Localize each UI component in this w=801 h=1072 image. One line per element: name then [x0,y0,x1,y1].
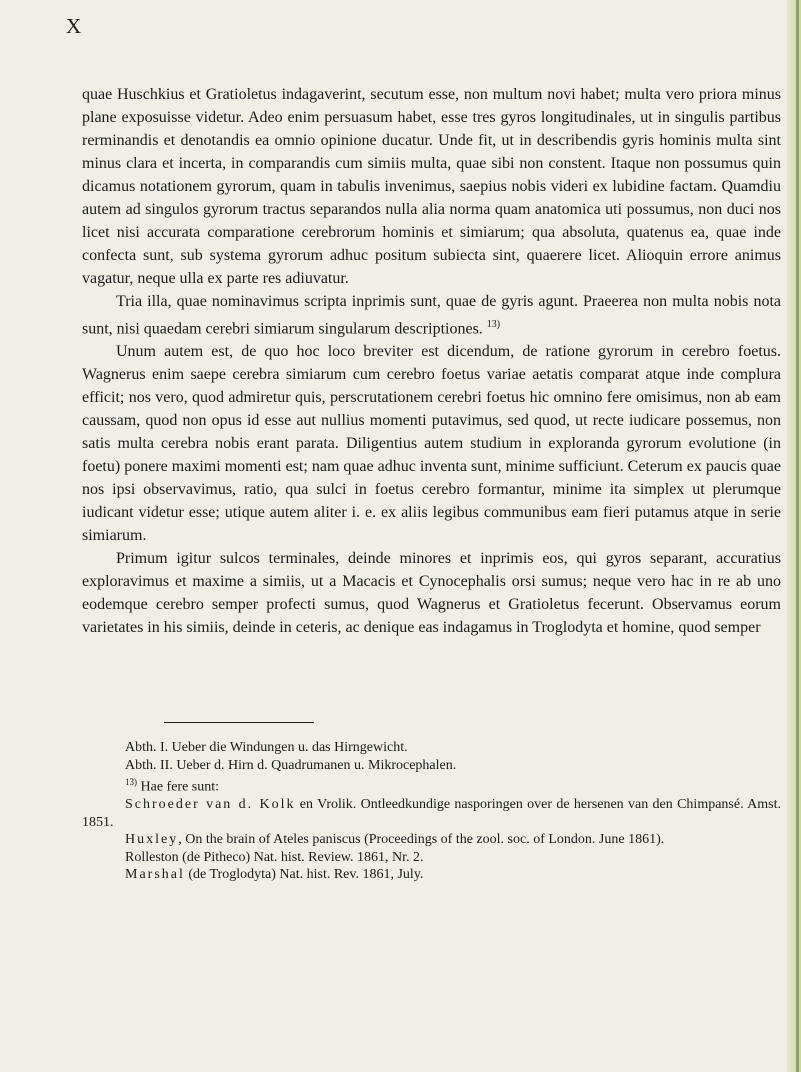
citation-text: , On the brain of Ateles paniscus (Proceedings of the zool. soc. of London. June 1861). [178,832,665,848]
footnote-reference[interactable]: 13) [486,319,501,330]
citation-huxley [82,831,781,849]
footnote-label: 13) [125,777,137,787]
citation-schroeder [82,796,781,831]
paragraph-text: Tria illa, quae nominavimus scripta inprimis sunt, quae de gyris agunt. Praeerea non multa nobis nota sunt, nisi quaedam cerebri simiarum singularum descriptiones. [82,293,781,338]
footnote-text: Hae fere sunt: [140,779,220,795]
citation-author: Rolleston [125,849,179,865]
citation-text: en Vrolik. Ontleedkundige nasporingen over de hersenen van den Chimpansé. Amst. 1851. [82,797,781,830]
paragraph: quae Huschkius et Gratioletus indagaverint, secutum esse, non multum novi habet; multa vero priora minus plane exposuisse videtur. Adeo enim persuasum habet, esse tres gyros longitudinales, ut in singulis partibus rerminandis et denotandis ea omnio opinione ducatur. Unde fit, ut in describendis gyris hominis multa sint minus clara et incerta, in comparandis cum simiis multa, quae sibi non constent. Itaque non possumus quin dicamus notationem gyrorum, quam in tabulis invenimus, saepius nobis videri ex lubidine factam. Quamdiu autem ad singulos gyrorum tractus separandos nulla alia norma quam anatomica uti possumus, non duci nos licet nisi accurata comparatione cerebrorum hominis et simiarum; qua absoluta, quatenus ea, quae inde confecta sunt, sub systema gyrorum adhuc positum subiecta sint, quaerere licet. Alioquin errore animus vagatur, neque ulla ex parte res adiuvatur. [82,86,781,287]
paragraph: Unum autem est, de quo hoc loco breviter est dicendum, de ratione gyrorum in cerebro foetus. Wagnerus enim saepe cerebra simiarum cum cerebro foetus variae aetatis comparat atque inde complura efficit; nos vero, quod admiretur quis, perscrutationem cerebri foetus hic omnino fere omisimus, non ab eam caussam, quod non opus id esse aut nullius momenti putavimus, sed quod, ut recte iudicare possemus, non satis multa cerebra nobis erant parata. Diligentius autem studium in exploranda gyrorum evolutione (in foetu) ponere maximi momenti est; nam quae adhuc inventa sunt, minime sufficiunt. Ceterum ex paucis quae nos ipsi observavimus, ratio, qua sulci in foetus cerebro formantur, minime ita simplex ut plerumque iudicant videtur esse; utique autem aliter i. e. ex aliis legibus communibus eam fieri putamus atque in serie simiarum. [82,343,781,545]
citation-rolleston [82,849,781,867]
footnote-line: Abth. II. Ueber d. Hirn d. Quadrumanen u. Mikrocephalen. [125,757,457,773]
citation-text: (de Pitheco) Nat. hist. Review. 1861, Nr. 2. [178,849,424,865]
footnotes [82,739,781,884]
footnote-line: Abth. I. Ueber die Windungen u. das Hirngewicht. [125,740,408,755]
citation-marshal [82,866,781,884]
page-edge-shadow [796,0,799,1072]
page-number: X [66,14,83,38]
footnote-13 [82,774,781,796]
paragraph: Primum igitur sulcos terminales, deinde minores et inprimis eos, qui gyros separant, accuratius exploravimus et maxime a simiis, ut a Macacis et Cynocephalis orsi sumus; neque vero hac in re ab uno eodemque cerebro semper profecti sumus, quod Wagnerus et Gratioletus fecerunt. Observamus eorum varietates in his simiis, deinde in ceteris, ac denique eas indagamus in Troglodyta et homine, quod semper [82,550,781,637]
citation-author: Marshal [125,867,185,883]
body-text [82,83,781,639]
citation-author: Huxley [125,832,179,848]
footnote-separator [164,722,314,723]
citation-text: (de Troglodyta) Nat. hist. Rev. 1861, July. [184,867,424,883]
citation-author: Schroeder van d. Kolk [125,797,296,813]
paragraph [82,290,781,340]
